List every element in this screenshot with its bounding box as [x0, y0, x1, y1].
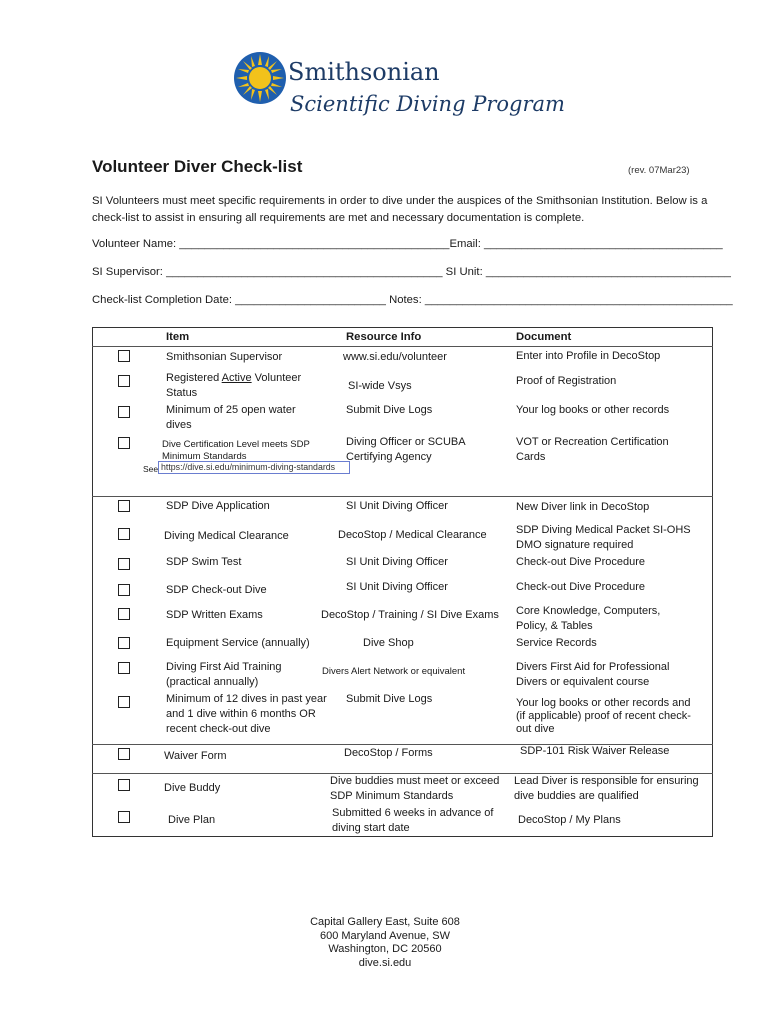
resource-cell: Submit Dive Logs [346, 693, 433, 705]
item-cell: SDP Dive Application [166, 500, 270, 512]
checkbox-dive-application[interactable] [118, 500, 130, 512]
resource-cell: Dive buddies must meet or exceed SDP Minimum Standards [330, 775, 500, 802]
resource-cell: SI Unit Diving Officer [346, 556, 448, 568]
smithsonian-sun-logo [233, 51, 287, 105]
intro-paragraph: SI Volunteers must meet specific requirements in order to dive under the auspices of the Smithsonian Institution. Below is a check-list to assist in ensuring all requirements are met and necessary documentation is complete. [92, 195, 708, 224]
supervisor-unit-field[interactable]: SI Supervisor: ____________________________________________ SI Unit: _______________________________________ [92, 266, 731, 278]
footer-line: Capital Gallery East, Suite 608 [310, 916, 460, 928]
item-cell: SDP Written Exams [166, 609, 263, 621]
item-cell: Dive Buddy [164, 782, 221, 794]
checkbox-dive-buddy[interactable] [118, 779, 130, 791]
document-cell: Core Knowledge, Computers, Policy, & Tables [516, 605, 661, 632]
document-cell: New Diver link in DecoStop [516, 501, 650, 513]
resource-cell: DecoStop / Medical Clearance [338, 529, 487, 541]
checkbox-waiver-form[interactable] [118, 748, 130, 760]
checkbox-certification[interactable] [118, 437, 130, 449]
document-cell: DecoStop / My Plans [518, 814, 621, 826]
document-cell: Check-out Dive Procedure [516, 556, 646, 568]
checkbox-25-dives[interactable] [118, 406, 130, 418]
item-cell: SDP Swim Test [166, 556, 242, 568]
checkbox-medical-clearance[interactable] [118, 528, 130, 540]
resource-cell: SI Unit Diving Officer [346, 500, 448, 512]
resource-cell: Diving Officer or SCUBA Certifying Agency [346, 436, 466, 463]
resource-cell: Dive Shop [363, 637, 414, 649]
volunteer-name-email-field[interactable]: Volunteer Name: ___________________________________________Email: ______________________________________ [92, 238, 723, 250]
header-resource: Resource Info [346, 331, 422, 343]
document-cell: SDP Diving Medical Packet SI-OHS DMO signature required [516, 524, 691, 551]
document-cell: Check-out Dive Procedure [516, 581, 646, 593]
document-cell: Proof of Registration [516, 375, 617, 387]
item-cell: Waiver Form [164, 750, 227, 762]
footer-website-link[interactable]: dive.si.edu [358, 956, 412, 969]
checkbox-first-aid[interactable] [118, 662, 130, 674]
item-cell: SDP Check-out Dive [166, 584, 267, 596]
resource-cell: SI-wide Vsys [348, 380, 412, 392]
item-cell: Minimum of 25 open water dives [166, 404, 296, 431]
footer-line: Washington, DC 20560 [328, 943, 442, 955]
document-cell: Divers First Aid for Professional Divers or equivalent course [516, 661, 670, 688]
checkbox-swim-test[interactable] [118, 558, 130, 570]
document-cell: Your log books or other records [516, 404, 670, 416]
table-divider [92, 346, 713, 347]
item-cell: Minimum of 12 dives in past year and 1 dive within 6 months OR recent check-out dive [166, 693, 327, 735]
logo-smithsonian-text: Smithsonian [288, 58, 440, 86]
item-cell: Dive Plan [168, 814, 216, 826]
completion-notes-field[interactable]: Check-list Completion Date: ________________________ Notes: _________________________________________________ [92, 294, 733, 306]
document-cell: Your log books or other records and (if applicable) proof of recent check-out dive [516, 697, 691, 735]
page-title: Volunteer Diver Check-list [92, 157, 303, 176]
resource-cell: SI Unit Diving Officer [346, 581, 448, 593]
resource-cell: DecoStop / Training / SI Dive Exams [321, 609, 499, 621]
revision-label: (rev. 07Mar23) [628, 165, 690, 176]
checkbox-equipment-service[interactable] [118, 637, 130, 649]
resource-cell: www.si.edu/volunteer [343, 351, 447, 363]
resource-cell: Submitted 6 weeks in advance of diving start date [332, 807, 494, 834]
document-cell: Enter into Profile in DecoStop [516, 350, 661, 362]
item-cell: Dive Certification Level meets SDP Minimum Standards [162, 439, 310, 462]
header-item: Item [166, 331, 190, 343]
document-cell: Service Records [516, 637, 597, 649]
checkbox-supervisor[interactable] [118, 350, 130, 362]
see-label: See [143, 464, 159, 474]
item-cell: Registered Active Volunteer Status [166, 372, 302, 399]
resource-cell: DecoStop / Forms [344, 747, 433, 759]
item-cell: Diving Medical Clearance [164, 530, 289, 542]
checkbox-written-exams[interactable] [118, 608, 130, 620]
footer-line: 600 Maryland Avenue, SW [319, 929, 451, 942]
resource-cell: Submit Dive Logs [346, 404, 433, 416]
item-cell: Diving First Aid Training (practical annually) [166, 661, 282, 688]
footer-address [0, 916, 770, 970]
checkbox-dive-plan[interactable] [118, 811, 130, 823]
minimum-standards-link[interactable]: https://dive.si.edu/minimum-diving-standards [158, 461, 350, 474]
checkbox-recent-dives[interactable] [118, 696, 130, 708]
item-cell: Equipment Service (annually) [166, 637, 310, 649]
logo-program-text: Scientific Diving Program [290, 92, 565, 116]
checkbox-volunteer-status[interactable] [118, 375, 130, 387]
document-cell: VOT or Recreation Certification Cards [516, 436, 669, 463]
item-cell: Smithsonian Supervisor [166, 351, 283, 363]
resource-cell: Divers Alert Network or equivalent [322, 666, 466, 677]
table-divider [92, 496, 713, 497]
header-document: Document [516, 331, 572, 343]
checkbox-checkout-dive[interactable] [118, 584, 130, 596]
document-cell: Lead Diver is responsible for ensuring dive buddies are qualified [514, 775, 699, 802]
document-cell: SDP-101 Risk Waiver Release [520, 745, 670, 757]
